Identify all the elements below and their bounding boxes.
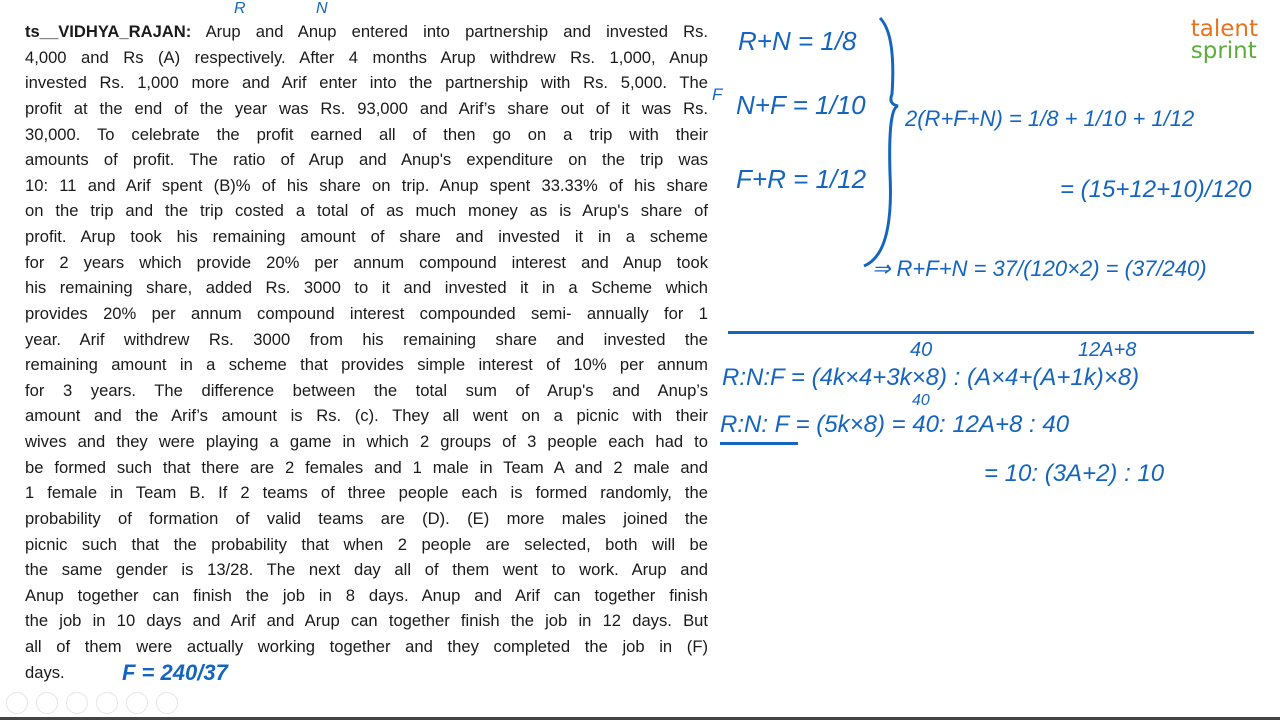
problem-line: for 2 years which provide 20% per annum compound interest and Anup took xyxy=(25,252,708,272)
note-top40: 40 xyxy=(910,339,933,361)
problem-line: all of them were actually working together and they completed the job in (F) xyxy=(25,637,708,656)
note-answer: F = 240/37 xyxy=(122,660,228,685)
problem-line: for 3 years. The difference between the total sum of Arup's and Anup’s xyxy=(25,380,708,400)
problem-line: 1 female in Team B. If 2 teams of three people each is formed randomly, the xyxy=(25,483,708,503)
problem-line: year. Arif withdrew Rs. 3000 from his remaining share and invested the xyxy=(25,329,708,349)
highlighter-icon[interactable] xyxy=(96,692,118,714)
divider-line xyxy=(728,331,1254,334)
note-ratio1: R:N:F = (4k×4+3k×8) : (A×4+(A+1k)×8) xyxy=(722,364,1140,391)
problem-line: Anup together can finish the job in 8 days. Anup and Arif can together finish xyxy=(25,585,708,605)
author-name: ts__VIDHYA_RAJAN: xyxy=(25,22,192,41)
problem-line: profit. Arup took his remaining amount of share and invested it in a scheme xyxy=(25,227,708,246)
problem-line: wives and they were playing a game in which 2 groups of 3 people each had to xyxy=(25,432,708,451)
problem-line: the same gender is 13/28. The next day all of them went to work. Arup and xyxy=(25,560,708,580)
note-eq1: R+N = 1/8 xyxy=(738,26,857,56)
problem-line: amount and the Arif’s amount is Rs. (c). They all went on a picnic with their xyxy=(25,406,708,426)
note-mid40: 40 xyxy=(912,392,930,409)
problem-text xyxy=(25,19,708,685)
note-top12a8: 12A+8 xyxy=(1078,339,1137,361)
problem-line: invested Rs. 1,000 more and Arif enter into the partnership with Rs. 5,000. The xyxy=(25,73,708,93)
problem-line: on the trip and the trip costed a total of as much money as is Arup's share of xyxy=(25,201,708,221)
underline xyxy=(720,442,798,445)
problem-line: 30,000. To celebrate the profit earned all of then go on a trip with their xyxy=(25,124,708,144)
note-r-label: R xyxy=(234,0,246,17)
problem-line: probability of formation of valid teams are (D). (E) more males joined the xyxy=(25,508,708,528)
note-n-label: N xyxy=(316,0,328,17)
problem-line: amounts of profit. The ratio of Arup and Anup's expenditure on the trip was xyxy=(25,150,708,170)
note-eq3: F+R = 1/12 xyxy=(736,164,867,194)
note-sum3: ⇒ R+F+N = 37/(120×2) = (37/240) xyxy=(872,256,1207,281)
note-ratio2: R:N: F = (5k×8) = 40: 12A+8 : 40 xyxy=(720,411,1070,438)
problem-line: remaining amount in a scheme that provides simple interest of 10% per annum xyxy=(25,355,708,375)
problem-line: picnic such that the probability that when 2 people are selected, both will be xyxy=(25,534,708,554)
note-f-label: F xyxy=(712,85,723,104)
more-icon[interactable] xyxy=(156,692,178,714)
problem-line: his remaining share, added Rs. 3000 to it and invested it in a Scheme which xyxy=(25,278,708,298)
note-ratio3: = 10: (3A+2) : 10 xyxy=(984,460,1165,487)
undo-icon[interactable] xyxy=(6,692,28,714)
brace-icon xyxy=(860,14,900,274)
note-sum2: = (15+12+10)/120 xyxy=(1060,176,1252,203)
problem-line: provides 20% per annum compound interest compounded semi- annually for 1 xyxy=(25,303,708,323)
problem-line: the job in 10 days and Arif and Arup can together finish the job in 12 days. But xyxy=(25,611,708,631)
pointer-icon[interactable] xyxy=(36,692,58,714)
note-eq2: N+F = 1/10 xyxy=(736,90,866,120)
problem-line: be formed such that there are 2 females and 1 male in Team A and 2 male and xyxy=(25,457,708,477)
note-sum1: 2(R+F+N) = 1/8 + 1/10 + 1/12 xyxy=(905,106,1195,131)
annotation-toolbar xyxy=(6,692,178,714)
pen-icon[interactable] xyxy=(66,692,88,714)
problem-line: profit at the end of the year was Rs. 93,000 and Arif’s share out of it was Rs. xyxy=(25,98,708,118)
problem-line: ts__VIDHYA_RAJAN: Arup and Anup entered into partnership and invested Rs. xyxy=(25,22,708,41)
zoom-icon[interactable] xyxy=(126,692,148,714)
problem-line: 10: 11 and Arif spent (B)% of his share on trip. Anup spent 33.33% of his share xyxy=(25,175,708,195)
talentsprint-logo: talent sprint xyxy=(1190,16,1258,64)
problem-line: days. xyxy=(25,662,65,682)
problem-line: 4,000 and Rs (A) respectively. After 4 months Arup withdrew Rs. 1,000, Anup xyxy=(25,47,708,67)
